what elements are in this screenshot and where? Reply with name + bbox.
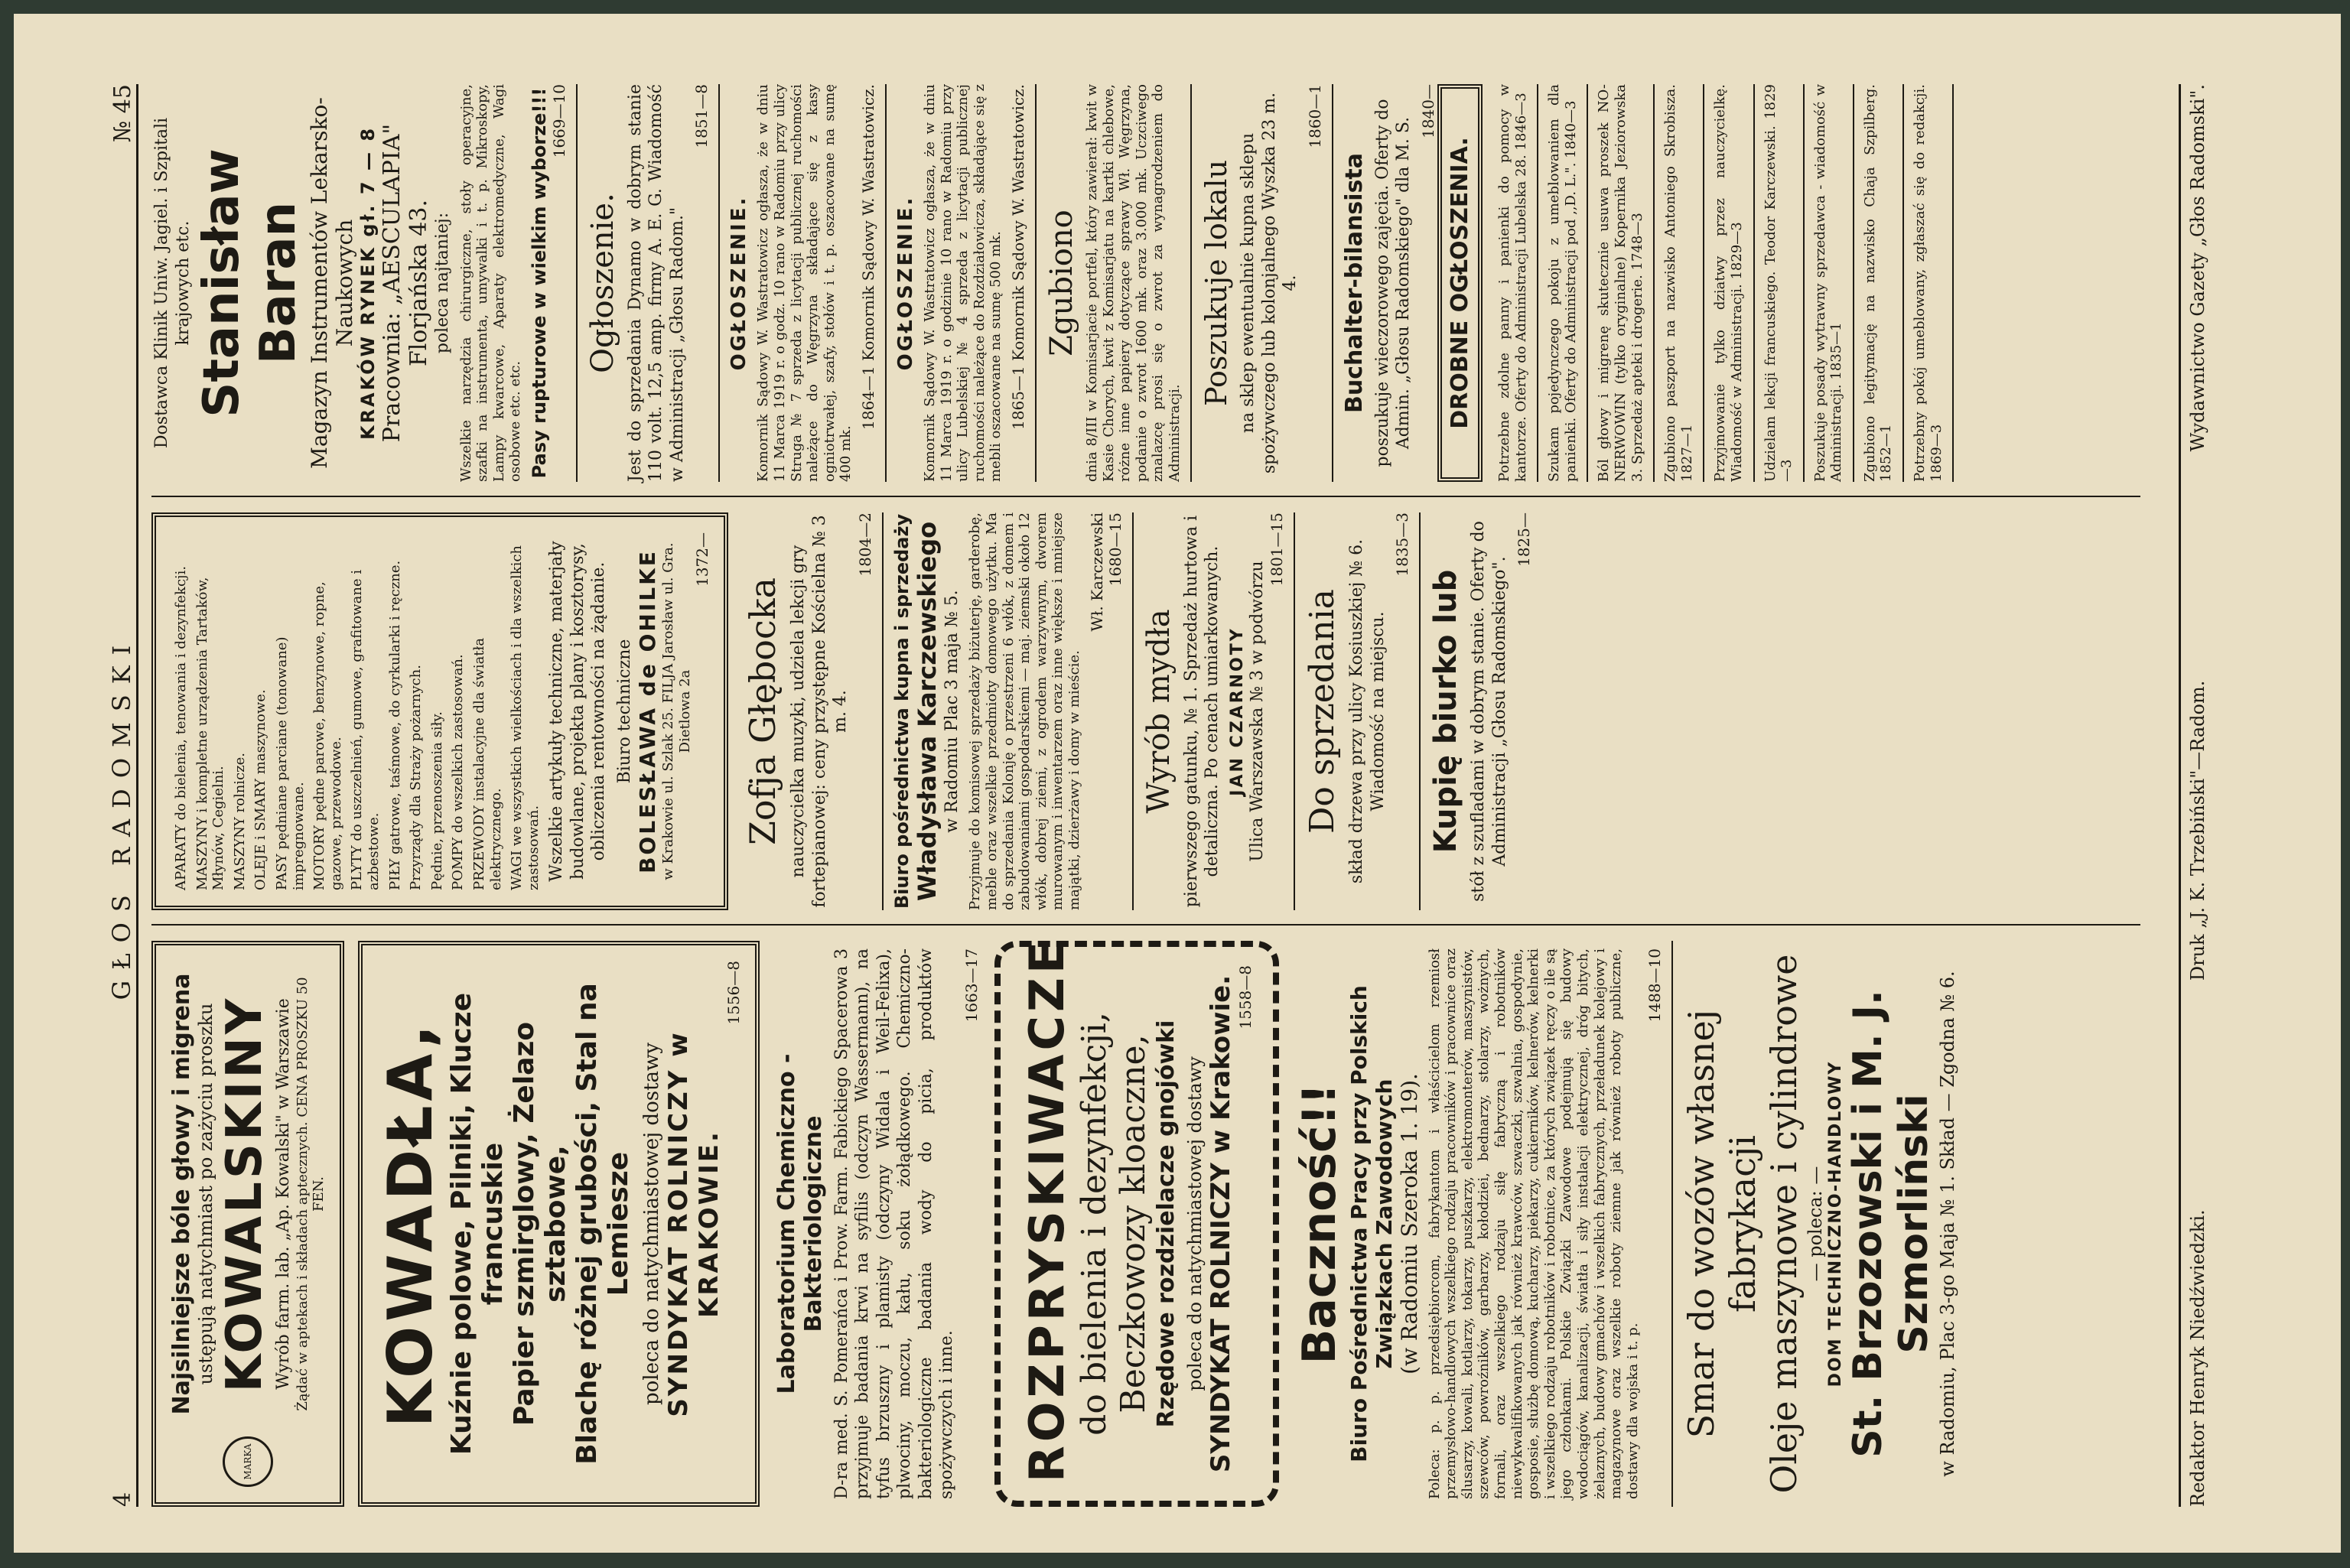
rozprysk-line1: do bielenia i dezynfekcji, [1074,1012,1114,1436]
small-ad-item: Poszukuje posady wytrawny sprzedawca - wiadomość w Administracji. 1835—1 [1811,84,1845,482]
smar-firm: St. Brzozowski i M. J. Szmorliński [1845,990,1938,1458]
column-right [151,84,2156,482]
kowalskiny-sold: Żądać w aptekach i składach aptecznych. CENA PROSZKU 50 FEN. [294,977,327,1411]
small-ad-item: Zgubiono legitymację na nazwisko Chaja Szpilberg. 1852—1 [1861,84,1895,482]
bacz-body: Poleca: p. p. przedsiębiorcom, fabrykantom i właścicielom rzemiosł przemysłowo-handlowych wszelkiego rodzaju pracowników i pracownice oraz ślusarzy, kowali, kotlarzy, tokarzy, puszkarzy, elektromonterów, maszynistów, szewców, powroźników, garbarzy, kołodziei, bednarzy, stolarzy, wożnych, fornali, oraz wszelkiego rodzaju siłę fabryczną i robotników niewykwalifikowanych jak również krawców, szwaczki, szwalnia, gospodynie, gosposie, służbę domową, kucharzy, piekarzy, cukierników, kelnerów, kelnerki i wszelkiego rodzaju robotników i robotnice, za których związek ręczy o ile są jego członkami. Polskie Związki Zawodowe podejmują się budowy wodociągów, kanalizacji, światła i siły instalacji elektrycznej, dróg bitych, żelaznych, budowy gmachów i wszelkich fabrycznych, przeładunek kolejowy i magazynowe oraz wszelkie roboty ziemne jak również roboty publiczne, dostawy dla wojska i t. p. [1426,948,1641,1499]
small-ads-list [1496,84,1954,482]
bacz-addr: (w Radomiu Szeroka 1. 19). [1396,1073,1422,1374]
divider [1902,84,1904,482]
baran-work: Pracownia: „AESCULAPIA" Florjańska 43. [379,123,432,443]
footer-editor: Redaktor Henryk Niedźwiedzki. [2187,1209,2208,1507]
drobne-title: DROBNE OGŁOSZENIA. [1446,137,1473,429]
rozprysk-line2: Beczkowozy kloaczne, [1113,1034,1153,1413]
smar-addr: w Radomiu, Plac 3-go Maja № 1. Skład — Zgodna № 6. [1937,971,1959,1477]
small-ad-item: Potrzebny pokój umeblowany, zgłaszać się do redakcji. 1869—3 [1912,84,1945,482]
small-ad-item: Ból głowy i migrenę skutecznie usuwa proszek NO-NERWOWIN (tylko oryginalne) Kopernika Jeziorowska 3. Sprzedaż apteki i drogerie. 1748—3 [1596,84,1645,482]
kowadla-offer: poleca do natychmiastowej dostawy [640,1043,663,1405]
karczewski-org: Biuro pośrednictwa kupna i sprzedaży [890,513,913,909]
mydlo-ad [1141,512,1287,910]
column-rule [151,924,2140,926]
zgubiono-ad [1044,84,1183,482]
baran-sub: Magazyn Instrumentów Lekarsko-Naukowych [307,97,357,469]
ogl3-ref: 1865—1 Komornik Sądowy W. Wastratowicz. [1008,84,1027,430]
issue-number: № 45 [109,84,136,143]
kowalskiny-brand: KOWALSKINY [216,995,273,1393]
rozprysk-line3: Rzędowe rozdzielacze gnojówki [1152,1020,1180,1428]
aparaty-h4: OLEJE i SMARY maszynowe. [252,689,269,890]
sprzedania-body: skład drzewa przy ulicy Kosiuszkiej № 6. Wiadomość na miejscu. [1347,538,1388,884]
baran-ref: 1669—10 [549,84,568,158]
sprzedania-ref: 1835—3 [1393,512,1412,577]
biurko-title: Kupię biurko lub [1428,569,1464,854]
karczewski-body: Przyjmuje do komisowej sprzedaży biżuterję, garderobę, meble oraz wszelkie przedmioty domowego użytku. Ma do sprzedania Kolonję o przestrzeni 6 włók, z domem i zabudowaniami gospodarskiemi — maj. ziemski około 12 włók, dobrej ziemi, z ogrodem warzywnym, dworem murowanym i inwentarzem oraz inne większe i mniejsze majątki, dzierżawy i domy w mieście. [967,512,1083,910]
lokal-title: Poszukuje lokalu [1199,159,1234,407]
drobne-header [1437,84,1483,482]
small-ad-item: Udzielam lekcji francuskiego. Teodor Karczewski. 1829—3 [1762,84,1795,482]
divider [1853,84,1854,482]
column-left [151,937,2156,1507]
baran-offer: poleca najtaniej: [433,212,452,354]
divider [1190,84,1192,482]
rotated-page-content [44,54,2247,1553]
lab-ref: 1663—17 [962,948,981,1023]
masthead [90,84,138,1507]
aparaty-h12: PRZEWODY instalacyjne dla światła elektrycznego. [470,637,504,890]
rozpryskiwacze-ad [994,937,1279,1507]
footer [2179,84,2208,1507]
aparaty-tech: Wszelkie artykuły techniczne, materjały budowlane, projekta plany i kosztorysy, obliczenia rentowności na żądanie. [547,541,609,882]
kowadla-line3: Blachę różnej grubości, Stal na Lemiesze [571,983,634,1465]
aparaty-h11: POMPY do wszelkich zastosowań. [450,654,467,890]
small-ad-item: Szukam pojedynczego pokoju z umeblowaniem dla panienki. Oferty do Administracji pod ,,D. L.". 1840—3 [1546,84,1579,482]
small-ad-item: Zgubiono paszport na nazwisko Antoniego Skrobisza. 1827—1 [1662,84,1695,482]
kowadla-line1: Kuźnie polowe, Pilniki, Klucze francuskie [445,992,509,1456]
divider [1753,84,1755,482]
zgubiono-title: Zgubiono [1043,210,1079,356]
bacznosc-ad [1293,941,1665,1507]
column-middle [151,512,2156,910]
rozprysk-seller: SYNDYKAT ROLNICZY w Krakowie. [1205,974,1236,1473]
baran-pasy: Pasy rupturowe w wielkim wyborze!!! [528,87,550,479]
ogl2-ref: 1864—1 Komornik Sądowy W. Wastratowicz. [858,84,877,430]
aparaty-h5: PASY pędniane parciane (tonowane) impregnowane. [273,636,307,890]
mydlo-body: pierwszego gatunku, № 1. Sprzedaż hurtowa i detaliczna. Po cenach umiarkowanych. [1181,515,1222,908]
biurko-ad [1428,512,1533,910]
kowadla-line2: Papier szmirglowy, Żelazo sztabowe, [508,1021,571,1426]
karczewski-addr: w Radomiu Plac 3 maja № 5. [942,590,962,833]
divider [1035,84,1037,482]
column-rule [151,496,2140,497]
rozprysk-ref: 1558—8 [1235,965,1255,1030]
buchalter-ad [1341,84,1437,482]
rozprysk-title: ROZPRYSKIWACZE [1018,937,1075,1482]
karczewski-ad [891,512,1125,910]
aparaty-h2: MASZYNY i kompletne urządzenia Tartaków, Młynów, Cegielni. [194,577,227,890]
divider [718,84,720,482]
biurko-ref: 1825— [1515,512,1534,567]
baran-city: KRAKÓW RYNEK gł. 7 — 8 [357,125,379,441]
kowalskiny-line1: Najsilniejsze bóle głowy i migrena [168,973,195,1415]
footer-publisher: Wydawnictwo Gazety „Głos Radomski". [2187,84,2208,452]
baran-name: Stanisław Baran [194,148,307,418]
ogl3-body: Komornik Sądowy W. Wastratowicz ogłasza, że w dniu 11 Marca 1919 r. o godzinie 10 rano w Radomiu przy ulicy Lubelskiej № 4 sprzeda z licytacji publicznej ruchomości należące do Rozdziałowicza, składające się z mebli oszacowane na sumę 500 mk. [921,84,1004,482]
smar-house: DOM TECHNICZNO-HANDLOWY [1826,1060,1846,1387]
aparaty-addr: w Krakowie ul. Szlak 25. FILJA Jarosław ul. Gra. Dietlowa 2a [660,542,693,880]
bacz-title: Baczność!! [1292,1083,1346,1365]
baran-top: Dostawca Klinik Uniw. Jagiel. i Szpitali krajowych etc. [152,117,193,449]
ogl3-title: OGŁOSZENIE. [893,195,917,371]
trademark-logo: MARKA [223,1436,273,1487]
divider [1419,512,1421,910]
sprzedania-ad [1303,512,1411,910]
glebocka-ad [742,512,874,910]
kowadla-seller: SYNDYKAT ROLNICZY w KRAKOWIE. [662,1030,724,1417]
aparaty-h7: PLYTY do uszczelnień, gumowe, grafitowane i azbestowe. [349,569,382,890]
smar-ad [1681,941,1958,1507]
page-number: 4 [109,1492,136,1507]
aparaty-h13: WAGI we wszystkich wielkościach i dla wszelkich zastosowań. [509,545,542,890]
mydlo-ref: 1801—15 [1268,512,1287,587]
aparaty-ref: 1372— [693,532,712,587]
aparaty-h10: Pędnie, przenoszenia siły. [428,711,445,890]
ogl1-body: Jest do sprzedania Dynamo w dobrym stanie 110 volt. 12,5 amp. firmy A. E. G. Wiadomość w Administracji „Głosu Radom." [625,84,687,482]
mydlo-firm: JAN CZARNOTY [1227,626,1247,796]
glebocka-ref: 1804—2 [855,512,874,577]
ogloszenie-komornik-1 [727,84,877,482]
divider [1332,84,1333,482]
kowalskiny-line2: ustępują natychmiast po zażyciu proszku [195,1003,216,1385]
buchalter-body: poszukuje wieczorowego zajęcia. Oferty do Admin. „Głosu Radomskiego" dla M. S. [1372,99,1414,467]
zgubiono-body: dnia 8/III w Komisarjacie portfel, który zawierał: kwit w Kasie Chorych, kwit z Komisarjatu na kartki chlebowe, różne inne papiery dotyczące sprawy Wł. Węgrzyna, podanie o zwrot 1600 mk. oraz 3.000 mk. Uczciwego znalazcę prosi się o zwrot za wynagrodzeniem do Administracji. [1083,84,1183,482]
divider [882,512,884,910]
aparaty-h1: APARATY do bielenia, tenowania i dezynfekcji. [173,565,189,890]
newspaper-title: GŁOS RADOMSKI [107,634,136,1000]
aparaty-h3: MASZYNY rolnicze. [231,753,248,890]
lab-body: D-ra med. S. Pomerańca i Prow. Farm. Fabickiego Spacerowa 3 przyjmuje badania krwi na syfilis (odczyn Wassermann), na tyfus brzuszny i plamisty (odczyny Widala i Weil-Felixa), plwociny, moczu, kału, soku żołądkowego. Chemiczno-bakteriologiczne badania wody do picia, produktów spożywczych i inne. [832,948,957,1499]
sprzedania-title: Do sprzedania [1303,589,1343,834]
divider [1671,941,1673,1507]
lokal-ad [1199,84,1324,482]
newspaper-page [14,14,2341,1553]
biurko-body: stół z szufladami w dobrym stanie. Oferty do Administracji „Głosu Radomskiego". [1469,521,1509,902]
ogl1-title: Ogłoszenie. [584,193,620,373]
buchalter-title: Buchalter-bilansista [1340,152,1368,414]
divider [1703,84,1704,482]
lokal-body: na sklep ewentualnie kupna sklepu spożywczego lub kolonjalnego Wyszka 23 m. 4. [1238,92,1300,474]
divider [1952,84,1954,482]
lab-ad [773,941,981,1507]
smar-title: Smar do wozów własnej fabrykacji [1681,1009,1764,1439]
aparaty-ad [151,512,728,910]
smar-offer: — poleca: — [1805,1166,1827,1282]
baran-body: Wszelkie narzędzia chirurgiczne, stoły operacyjne, szafki na instrumenta, umywalki i t. p. Mikroskopy, Lampy kwarcowe, Aparaty elektromedyczne, Wagi osobowe etc. etc. [457,84,524,482]
aparaty-firm: BOLESŁAWA de OHILKE [635,549,661,873]
lokal-ref: 1860—1 [1305,84,1324,148]
karczewski-ref: 1680—15 [1105,512,1125,587]
rozprysk-offer: poleca do natychmiastowej dostawy [1183,1056,1206,1391]
lab-title: Laboratorium Chemiczno - Bakteriologiczne [773,1053,827,1394]
kowadla-ref: 1556—8 [724,961,743,1025]
small-ad-item: Potrzebne zdolne panny i panienki do pomocy w kantorze. Oferty do Administracji Lubelska 28. 1846—3 [1496,84,1529,482]
footer-printer: Druk „J. K. Trzebiński"—Radom. [2187,680,2208,981]
baran-ad [151,84,568,482]
aparaty-biuro: Biuro techniczne [614,639,634,784]
ogloszenie-dynamo [585,84,711,482]
divider [1587,84,1588,482]
divider [576,84,578,482]
glebocka-body: nauczycielka muzyki, udziela lekcji gry fortepianowej: ceny przystępne Kościelna № 3 m. 4. [789,515,851,908]
mydlo-title: Wyrób mydła [1141,609,1177,814]
divider [1132,512,1134,910]
smar-line2: Oleje maszynowe i cylindrowe [1763,954,1805,1494]
divider [1537,84,1538,482]
ogloszenie-komornik-2 [894,84,1027,482]
ogl1-ref: 1851—8 [692,84,711,148]
kowadla-title: KOWADŁA, [374,1020,446,1428]
ogl2-title: OGŁOSZENIE. [727,195,751,371]
aparaty-h8: PIŁY gatrowe, taśmowe, do cyrkularki i ręczne. [386,560,403,890]
karczewski-sign: Wł. Karczewski [1087,512,1106,632]
bacz-org: Biuro Pośrednictwa Pracy przy Polskich Związkach Zawodowych [1346,985,1397,1462]
buchalter-ref: 1840— [1418,84,1437,138]
kowalskiny-maker: Wyrób farm. lab. „Ap. Kowalski" w Warszawie [274,998,293,1390]
glebocka-title: Zofja Głębocka [742,577,784,846]
bacz-ref: 1488—10 [1645,948,1665,1023]
ogl2-body: Komornik Sądowy W. Wastratowicz ogłasza, że w dniu 11 Marca 1919 r. o godz. 10 rano w Radomiu przy ulicy Struga № 7 sprzeda z licytacji publicznej ruchomości należące do Węgrzyna składające się z kasy ogniotrwałej, szafy, stołów i t. p. oszacowane na sumę 400 mk. [755,84,854,482]
aparaty-h6: MOTORY pędne parowe, benzynowe, ropne, gazowe, przewodowe. [311,581,344,890]
small-ad-item: Przyjmowanie tylko dziatwy przez nauczycielkę. Wiadomość w Administracji. 1829—3 [1712,84,1745,482]
divider [885,84,887,482]
divider [1803,84,1805,482]
kowadla-ad [358,941,760,1507]
mydlo-addr: Ulica Warszawska № 3 w podwórzu [1247,561,1267,862]
divider [1653,84,1655,482]
divider [1294,512,1295,910]
karczewski-name: Władysława Karczewskiego [912,521,942,902]
kowalskiny-ad [151,941,344,1507]
aparaty-h9: Przyrządy dla Straży pożarnych. [408,665,425,890]
